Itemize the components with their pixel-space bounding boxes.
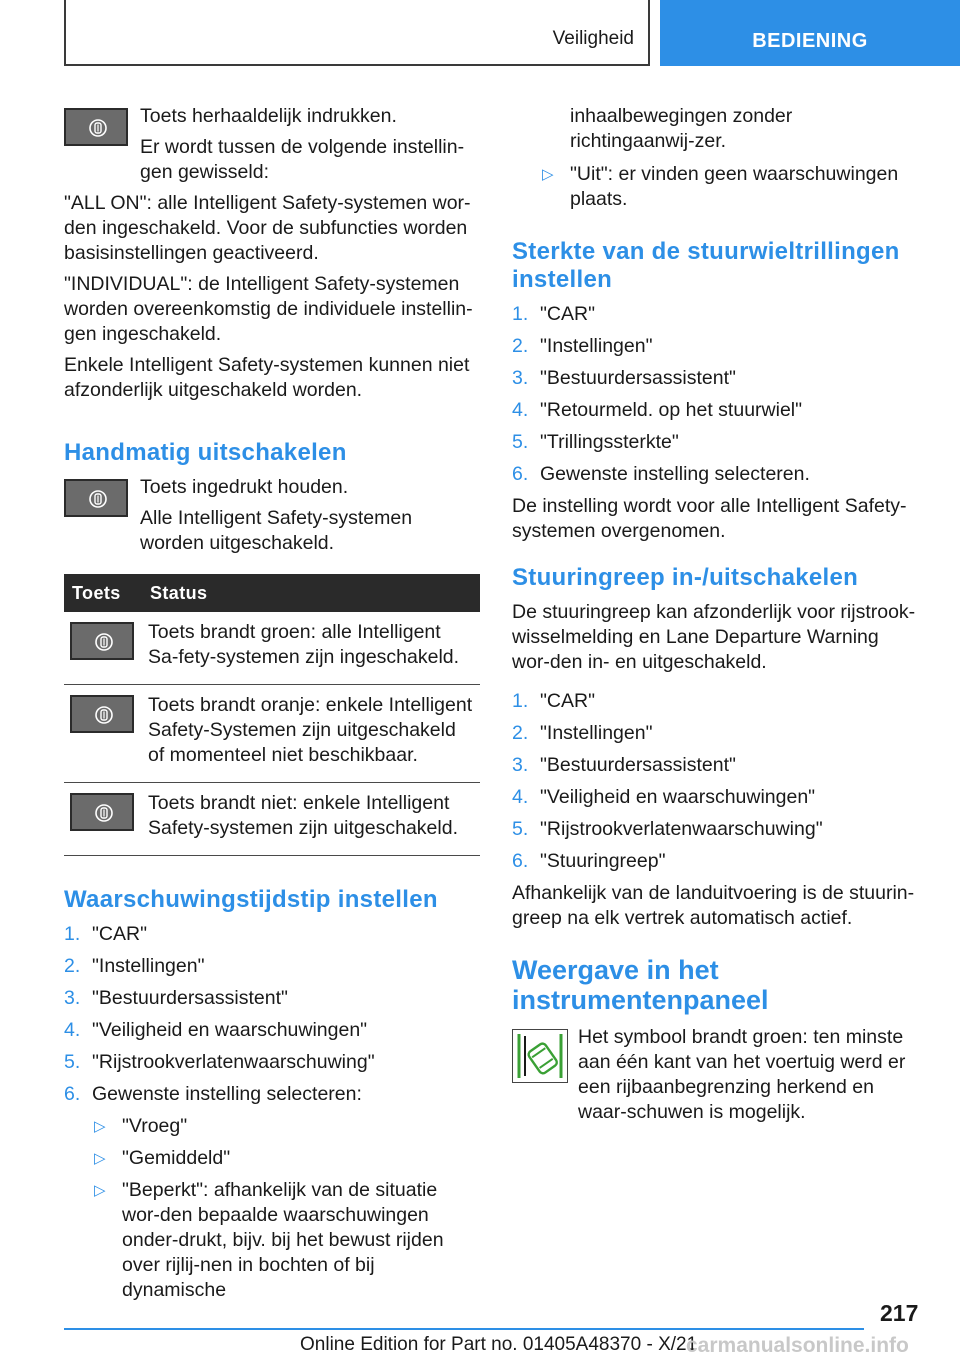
list-item: ▷ "Beperkt": afhankelijk van de situatie wor-den bepaalde waarschuwingen onder-drukt, bijv. bij het bewust rijden over rijlij-nen in bochten of bij dynamische — [94, 1179, 444, 1301]
triangle-bullet-icon: ▷ — [94, 1182, 106, 1199]
triangle-bullet-icon: ▷ — [542, 166, 554, 183]
list-item: 6. "Stuuringreep" — [512, 850, 666, 872]
header-chapter-tab: BEDIENING — [660, 0, 960, 66]
list-item: ▷ "Vroeg" — [94, 1115, 188, 1137]
header-section-title: Veiligheid — [552, 28, 634, 49]
footer-edition: Online Edition for Part no. 01405A48370 - X/21 — [300, 1334, 698, 1355]
waarsch-options — [92, 1114, 480, 1303]
list-item: 4. "Retourmeld. op het stuurwiel" — [512, 399, 803, 421]
table-cell-status: Toets brandt groen: alle Intelligent Sa-fety-systemen zijn ingeschakeld. — [142, 612, 480, 685]
triangle-bullet-icon: ▷ — [94, 1150, 106, 1167]
header-section-box — [64, 0, 650, 66]
lane-assist-symbol-icon — [512, 1029, 568, 1083]
intro-button-text: Toets herhaaldelijk indrukken. — [140, 105, 397, 127]
table-row — [64, 783, 480, 856]
table-cell-status: Toets brandt niet: enkele Intelligent Safety-systemen zijn uitgeschakeld. — [142, 783, 480, 856]
list-item: 4. "Veiligheid en waarschuwingen" — [512, 786, 816, 808]
hand-result-text: Alle Intelligent Safety-systemen worden uitgeschakeld. — [140, 507, 413, 554]
heading-stuuringreep: Stuuringreep in-/uitschakelen — [512, 564, 859, 591]
watermark: carmanualsonline.info — [686, 1334, 909, 1357]
list-item: 2. "Instellingen" — [64, 955, 205, 977]
list-item: ▷ "Gemiddeld" — [94, 1147, 231, 1169]
list-item: 3. "Bestuurdersassistent" — [512, 754, 736, 776]
triangle-bullet-icon: ▷ — [94, 1118, 106, 1135]
heading-handmatig: Handmatig uitschakelen — [64, 439, 347, 466]
list-item: 3. "Bestuurdersassistent" — [512, 367, 736, 389]
hand-button-text: Toets ingedrukt houden. — [140, 476, 349, 498]
list-item: 5. "Rijstrookverlatenwaarschuwing" — [512, 818, 823, 840]
table-row — [64, 685, 480, 783]
list-item: 6. Gewenste instelling selecteren. — [512, 463, 810, 485]
safety-button-green-icon — [70, 622, 134, 660]
table-cell-icon — [64, 612, 142, 685]
table-header-row — [64, 574, 480, 612]
table-header-status: Status — [142, 574, 480, 612]
table-cell-icon — [64, 685, 142, 783]
list-item: 1. "CAR" — [512, 690, 596, 712]
list-item: 5. "Rijstrookverlatenwaarschuwing" — [64, 1051, 375, 1073]
list-item: 2. "Instellingen" — [512, 722, 653, 744]
enkele-paragraph: Enkele Intelligent Safety-systemen kunnen niet afzonderlijk uitgeschakeld worden. — [64, 354, 470, 401]
sterkte-paragraph: De instelling wordt voor alle Intelligent Safety-systemen overgenomen. — [512, 495, 907, 542]
table-cell-status: Toets brandt oranje: enkele Intelligent Safety-Systemen zijn uitgeschakeld of momenteel niet beschikbaar. — [142, 685, 480, 783]
list-item: 2. "Instellingen" — [512, 335, 653, 357]
right-column — [512, 104, 922, 1131]
list-item: 1. "CAR" — [512, 303, 596, 325]
list-item: 6. Gewenste instelling selecteren: — [64, 1083, 362, 1105]
symbol-paragraph: Het symbool brandt groen: ten minste aan één kant van het voertuig werd er een rijbaanbegrenzing herkend en waar-schuwen is mogelijk. — [578, 1026, 906, 1123]
intro-switch-text: Er wordt tussen de volgende instellin-gen gewisseld: — [140, 136, 465, 183]
left-column — [64, 104, 480, 1310]
safety-button-off-icon — [70, 793, 134, 831]
uit-option — [540, 162, 922, 212]
sterkte-steps — [512, 302, 922, 487]
table-cell-icon — [64, 783, 142, 856]
list-item: 1. "CAR" — [64, 923, 148, 945]
safety-button-icon — [64, 108, 128, 146]
stuur-steps — [512, 689, 922, 874]
all-on-paragraph: "ALL ON": alle Intelligent Safety-systemen wor-den ingeschakeld. Voor de subfuncties worden basisinstellingen geactiveerd. — [64, 192, 471, 264]
symbol-row — [512, 1025, 922, 1125]
safety-button-icon — [64, 479, 128, 517]
waarsch-steps — [64, 922, 480, 1107]
footer-divider — [64, 1328, 864, 1330]
intro-button-row — [64, 104, 480, 185]
list-item: 4. "Veiligheid en waarschuwingen" — [64, 1019, 368, 1041]
individual-paragraph: "INDIVIDUAL": de Intelligent Safety-systemen worden overeenkomstig de individuele instellin-gen ingeschakeld. — [64, 273, 473, 345]
list-item: 3. "Bestuurdersassistent" — [64, 987, 288, 1009]
table-header-toets: Toets — [64, 574, 142, 612]
status-table — [64, 574, 480, 856]
table-row — [64, 612, 480, 685]
list-item: 5. "Trillingssterkte" — [512, 431, 679, 453]
afhankelijk-paragraph: Afhankelijk van de landuitvoering is de stuurin-greep na elk vertrek automatisch actief. — [512, 882, 915, 929]
continued-text: inhaalbewegingen zonder richtingaanwij-zer. — [570, 105, 793, 152]
hand-button-row — [64, 475, 480, 556]
stuuringreep-paragraph: De stuuringreep kan afzonderlijk voor rijstrook-wisselmelding en Lane Departure Warning wor-den in- en uitgeschakeld. — [512, 601, 916, 673]
heading-sterkte: Sterkte van de stuurwieltrillingen instellen — [512, 238, 900, 293]
list-item: ▷ "Uit": er vinden geen waarschuwingen plaats. — [542, 163, 899, 210]
heading-weergave: Weergave in het instrumentenpaneel — [512, 955, 769, 1015]
safety-button-orange-icon — [70, 695, 134, 733]
heading-waarschuwingstijdstip: Waarschuwingstijdstip instellen — [64, 886, 438, 913]
page-number: 217 — [880, 1300, 919, 1326]
